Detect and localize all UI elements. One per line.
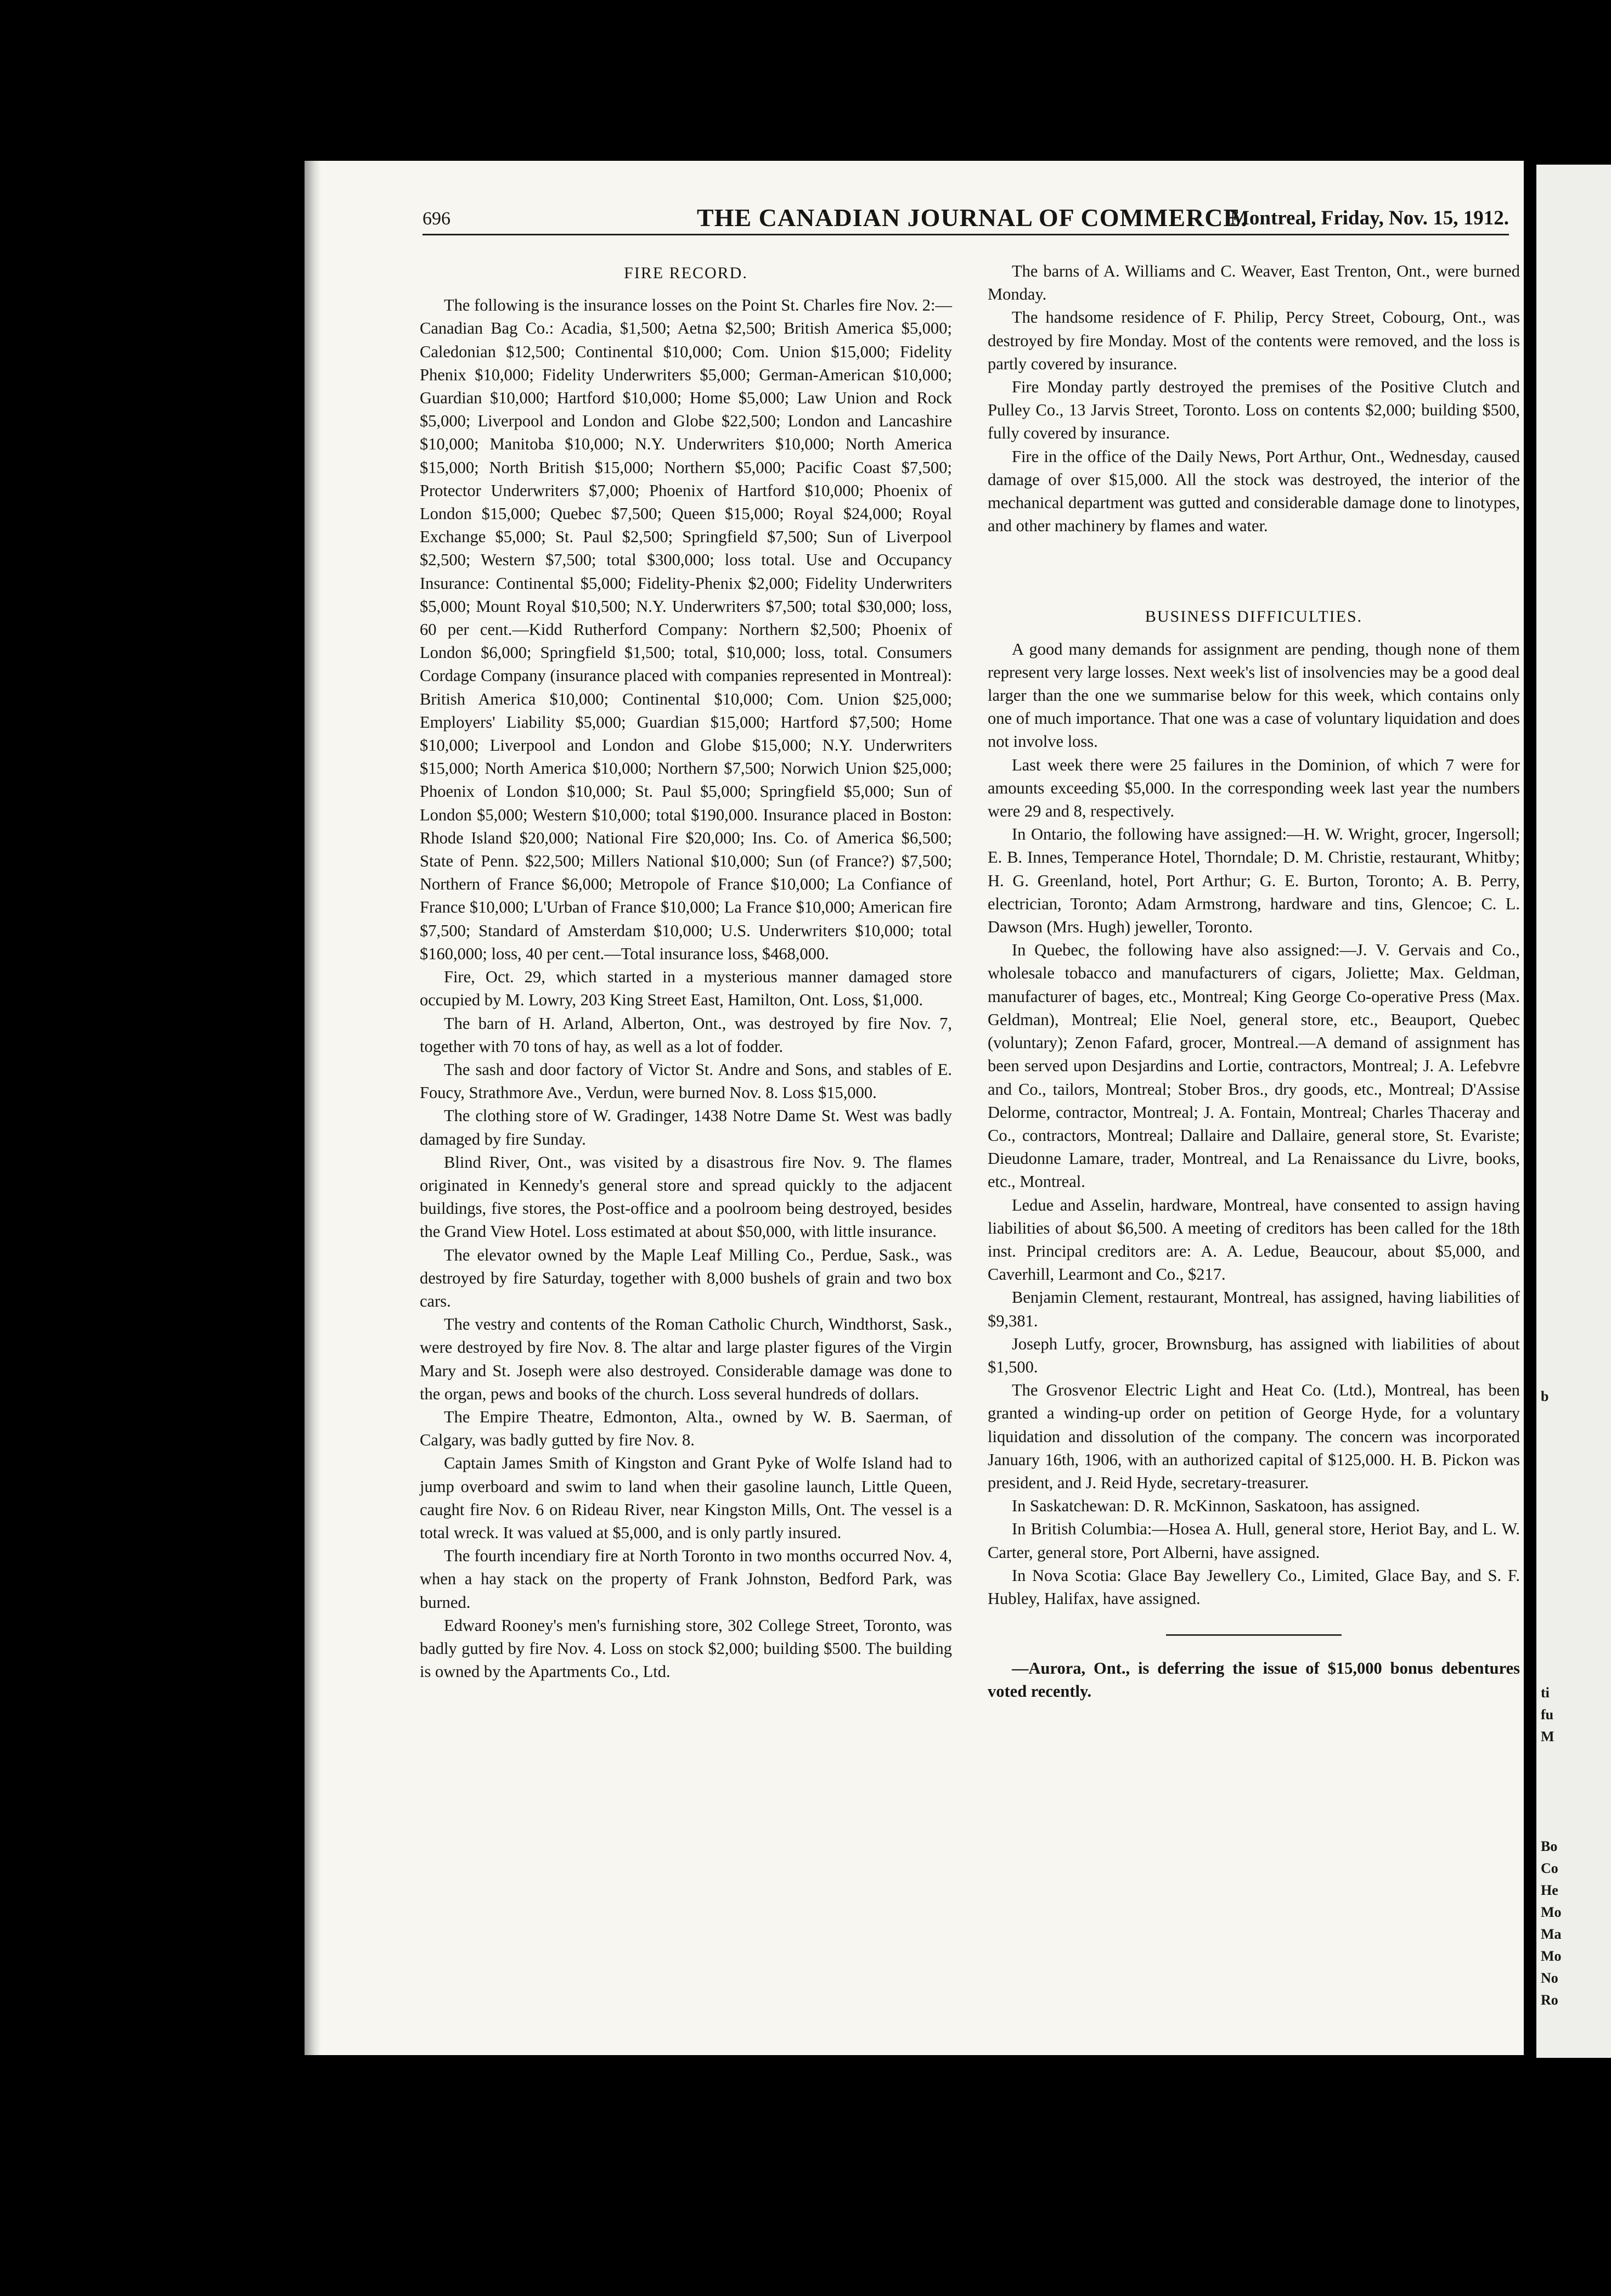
footnote: —Aurora, Ont., is deferring the issue of $15,000 bonus debentures voted recently. bbox=[988, 1659, 1520, 1701]
business-paragraph: In Quebec, the following have also assigned:—J. V. Gervais and Co., wholesale tobacco and manufacturers of cigars, Joliette; Max. Geldman, manufacturer of bages, etc., Montreal; King George Co-operative Press (Max. Geldman), Montreal; Elie Noel, general store, etc., Beauport, Quebec (voluntary); Zenon Fafard, grocer, Montreal.—A demand of assignment has been served upon Desjardins and Lortie, contractors, Montreal; J. A. Lefebvre and Co., tailors, Montreal; Stober Bros., dry goods, etc., Montreal; D'Assise Delorme, contractor, Montreal; J. A. Fontain, Montreal; Charles Thaceray and Co., contractors, Montreal; Dallaire and Dallaire, general store, St. Evariste; Dieudonne Lamare, trader, Montreal, and La Renaissance du Livre, books, etc., Montreal. bbox=[988, 941, 1520, 1191]
fire-record-paragraph: Fire in the office of the Daily News, Port Arthur, Ont., Wednesday, caused damage of over $15,000. All the stock was destroyed, the interior of the mechanical department was gutted and considerable damage done to linotypes, and other machinery by flames and water. bbox=[988, 447, 1520, 536]
page-header bbox=[423, 203, 1509, 235]
adjacent-fragment: Bo bbox=[1541, 1838, 1558, 1854]
adjacent-fragment: Co bbox=[1541, 1860, 1558, 1876]
adjacent-fragment: Mo bbox=[1541, 1904, 1562, 1920]
section-spacer bbox=[988, 537, 1520, 603]
adjacent-fragment: fu bbox=[1541, 1707, 1554, 1723]
fire-record-paragraph: Captain James Smith of Kingston and Grant Pyke of Wolfe Island had to jump overboard and swim to land when their gasoline launch, Little Queen, caught fire Nov. 6 on Rideau River, near Kingston Mills, Ont. The vessel is a total wreck. It was valued at $5,000, and is only partly insured. bbox=[420, 1454, 952, 1542]
fire-record-paragraph: The fourth incendiary fire at North Toronto in two months occurred Nov. 4, when a hay stack on the property of Frank Johnston, Bedford Park, was burned. bbox=[420, 1546, 952, 1612]
fire-record-paragraph: Blind River, Ont., was visited by a disastrous fire Nov. 9. The flames originated in Kennedy's general store and spread quickly to the adjacent buildings, five stores, the Post-office and a poolroom being destroyed, besides the Grand View Hotel. Loss estimated at about $50,000, with little insurance. bbox=[420, 1152, 952, 1241]
fire-record-paragraph: The following is the insurance losses on the Point St. Charles fire Nov. 2:—Canadian Bag Co.: Acadia, $1,500; Aetna $2,500; British America $5,000; Caledonian $12,500; Continental $10,000; Com. Union $15,000; Fidelity Phenix $10,000; Fidelity Underwriters $5,000; German-American $10,000; Guardian $10,000; Hartford $10,000; Home $5,000; Law Union and Rock $5,000; Liverpool and London and Globe $22,500; London and Lancashire $10,000; Manitoba $10,000; N.Y. Underwriters $10,000; North America $15,000; North British $15,000; Northern $5,000; Pacific Coast $7,500; Protector Underwriters $7,000; Phoenix of Hartford $10,000; Phoenix of London $15,000; Quebec $7,500; Queen $15,000; Royal $24,000; Royal Exchange $5,000; St. Paul $2,500; Springfield $7,500; Sun of Liverpool $2,500; Western $7,500; total $300,000; loss total. Use and Occupancy Insurance: Continental $5,000; Fidelity-Phenix $2,000; Fidelity Underwriters $5,000; Mount Royal $10,500; N.Y. Underwriters $7,500; total $30,000; loss, 60 per cent.—Kidd Rutherford Company: Northern $2,500; Phoenix of London $6,000; Springfield $1,500; total, $10,000; loss, total. Consumers Cordage Company (insurance placed with companies represented in Montreal): British America $10,000; Continental $10,000; Com. Union $25,000; Employers' Liability $5,000; Guardian $15,000; Hartford $7,500; Home $10,000; Liverpool and London and Globe $15,000; N.Y. Underwriters $15,000; North America $10,000; Northern $7,500; Norwich Union $25,000; Phoenix of London $10,000; St. Paul $5,000; Springfield $5,000; Sun of London $5,000; Western $10,000; total $190,000. Insurance placed in Boston: Rhode Island $20,000; National Fire $20,000; Ins. Co. of America $6,500; State of Penn. $22,500; Millers National $10,000; Sun (of France?) $7,500; Northern of France $6,000; Metropole of France $10,000; La Confiance of France $10,000; L'Urban of France $10,000; La France $10,000; American fire $7,500; Standard of Amsterdam $10,000; U.S. Underwriters $10,000; total $160,000; loss, 40 per cent.—Total insurance loss, $468,000. bbox=[420, 296, 952, 963]
business-paragraph: Ledue and Asselin, hardware, Montreal, have consented to assign having liabilities of about $6,500. A meeting of creditors has been called for the 18th inst. Principal creditors are: A. A. Ledue, Beaucour, about $5,000, and Caverhill, Learmont and Co., $217. bbox=[988, 1195, 1520, 1284]
business-difficulties-heading: BUSINESS DIFFICULTIES. bbox=[1145, 607, 1363, 626]
journal-title: THE CANADIAN JOURNAL OF COMMERCE. bbox=[697, 204, 1248, 232]
business-paragraph: The Grosvenor Electric Light and Heat Co. (Ltd.), Montreal, has been granted a winding-up order on petition of George Hyde, for a voluntary liquidation and dissolution of the company. The concern was incorporated January 16th, 1906, with an authorized capital of $125,000. H. B. Pickon was president, and J. Reid Hyde, secretary-treasurer. bbox=[988, 1381, 1520, 1492]
fire-record-paragraph: The clothing store of W. Gradinger, 1438 Notre Dame St. West was badly damaged by fire Sunday. bbox=[420, 1106, 952, 1149]
business-paragraph: Joseph Lutfy, grocer, Brownsburg, has assigned with liabilities of about $1,500. bbox=[988, 1334, 1520, 1376]
business-paragraph: Benjamin Clement, restaurant, Montreal, has assigned, having liabilities of $9,381. bbox=[988, 1288, 1520, 1330]
fire-record-paragraph: The Empire Theatre, Edmonton, Alta., owned by W. B. Saerman, of Calgary, was badly gutted by fire Nov. 8. bbox=[420, 1407, 952, 1450]
business-paragraph: Last week there were 25 failures in the Dominion, of which 7 were for amounts exceeding $5,000. In the corresponding week last year the numbers were 29 and 8, respectively. bbox=[988, 755, 1520, 821]
page-number: 696 bbox=[423, 209, 450, 229]
fire-record-paragraph: Edward Rooney's men's furnishing store, 302 College Street, Toronto, was badly gutted by fire Nov. 4. Loss on stock $2,000; building $500. The building is owned by the Apartments Co., Ltd. bbox=[420, 1616, 952, 1681]
dateline: Montreal, Friday, Nov. 15, 1912. bbox=[1230, 207, 1509, 229]
adjacent-fragment: He bbox=[1541, 1882, 1558, 1898]
fire-record-paragraph: The handsome residence of F. Philip, Percy Street, Cobourg, Ont., was destroyed by fire Monday. Most of the contents were removed, and the loss is partly covered by insurance. bbox=[988, 308, 1520, 373]
business-paragraph: In Nova Scotia: Glace Bay Jewellery Co., Limited, Glace Bay, and S. F. Hubley, Halifax, have assigned. bbox=[988, 1566, 1520, 1608]
fire-record-paragraph: Fire Monday partly destroyed the premises of the Positive Clutch and Pulley Co., 13 Jarvis Street, Toronto. Loss on contents $2,000; building $500, fully covered by insurance. bbox=[988, 378, 1520, 443]
fire-record-paragraph: The elevator owned by the Maple Leaf Milling Co., Perdue, Sask., was destroyed by fire Saturday, together with 8,000 bushels of grain and two box cars. bbox=[420, 1245, 952, 1310]
business-paragraph: In Ontario, the following have assigned:—H. W. Wright, grocer, Ingersoll; E. B. Innes, Temperance Hotel, Thorndale; D. M. Christie, restaurant, Whitby; H. G. Greenland, hotel, Port Arthur; G. E. Burton, Toronto; A. B. Perry, electrician, Toronto; Adam Armstrong, hardware and tins, Glencoe; C. L. Dawson (Mrs. Hugh) jeweller, Toronto. bbox=[988, 825, 1520, 937]
page-binding-edge bbox=[305, 161, 321, 2055]
fire-record-paragraph: The barns of A. Williams and C. Weaver, East Trenton, Ont., were burned Monday. bbox=[988, 262, 1520, 304]
business-paragraph: A good many demands for assignment are pending, though none of them represent very large losses. Next week's list of insolvencies may be a good deal larger than the one we summarise below for this week, which contains only one of much importance. That one was a case of voluntary liquidation and does not involve loss. bbox=[988, 639, 1520, 751]
fire-record-paragraph: The sash and door factory of Victor St. Andre and Sons, and stables of E. Foucy, Strathmore Ave., Verdun, were burned Nov. 8. Loss $15,000. bbox=[420, 1060, 952, 1102]
adjacent-fragment: Mo bbox=[1541, 1948, 1562, 1964]
adjacent-page-edge bbox=[1536, 165, 1611, 2058]
adjacent-fragment: No bbox=[1541, 1970, 1558, 1986]
fire-record-heading: FIRE RECORD. bbox=[624, 264, 748, 282]
adjacent-fragment: M bbox=[1541, 1729, 1554, 1744]
adjacent-fragment: Ma bbox=[1541, 1926, 1562, 1942]
adjacent-fragment: b bbox=[1541, 1388, 1549, 1404]
newspaper-page bbox=[305, 161, 1524, 2055]
adjacent-fragment: ti bbox=[1541, 1685, 1550, 1701]
adjacent-fragment: Ro bbox=[1541, 1992, 1558, 2008]
business-paragraph: In Saskatchewan: D. R. McKinnon, Saskatoon, has assigned. bbox=[1012, 1496, 1420, 1516]
business-paragraph: In British Columbia:—Hosea A. Hull, general store, Heriot Bay, and L. W. Carter, general store, Port Alberni, have assigned. bbox=[988, 1520, 1520, 1562]
fire-record-paragraph: Fire, Oct. 29, which started in a mysterious manner damaged store occupied by M. Lowry, 203 King Street East, Hamilton, Ont. Loss, $1,000. bbox=[420, 967, 952, 1010]
section-divider bbox=[1166, 1634, 1342, 1636]
fire-record-paragraph: The barn of H. Arland, Alberton, Ont., was destroyed by fire Nov. 7, together with 70 tons of hay, as well as a lot of fodder. bbox=[420, 1014, 952, 1056]
right-column bbox=[988, 260, 1520, 1703]
fire-record-paragraph: The vestry and contents of the Roman Catholic Church, Windthorst, Sask., were destroyed by fire Nov. 8. The altar and large plaster figures of the Virgin Mary and St. Joseph were also destroyed. Considerable damage was done to the organ, pews and books of the church. Loss several hundreds of dollars. bbox=[420, 1315, 952, 1403]
left-column bbox=[420, 260, 952, 1683]
